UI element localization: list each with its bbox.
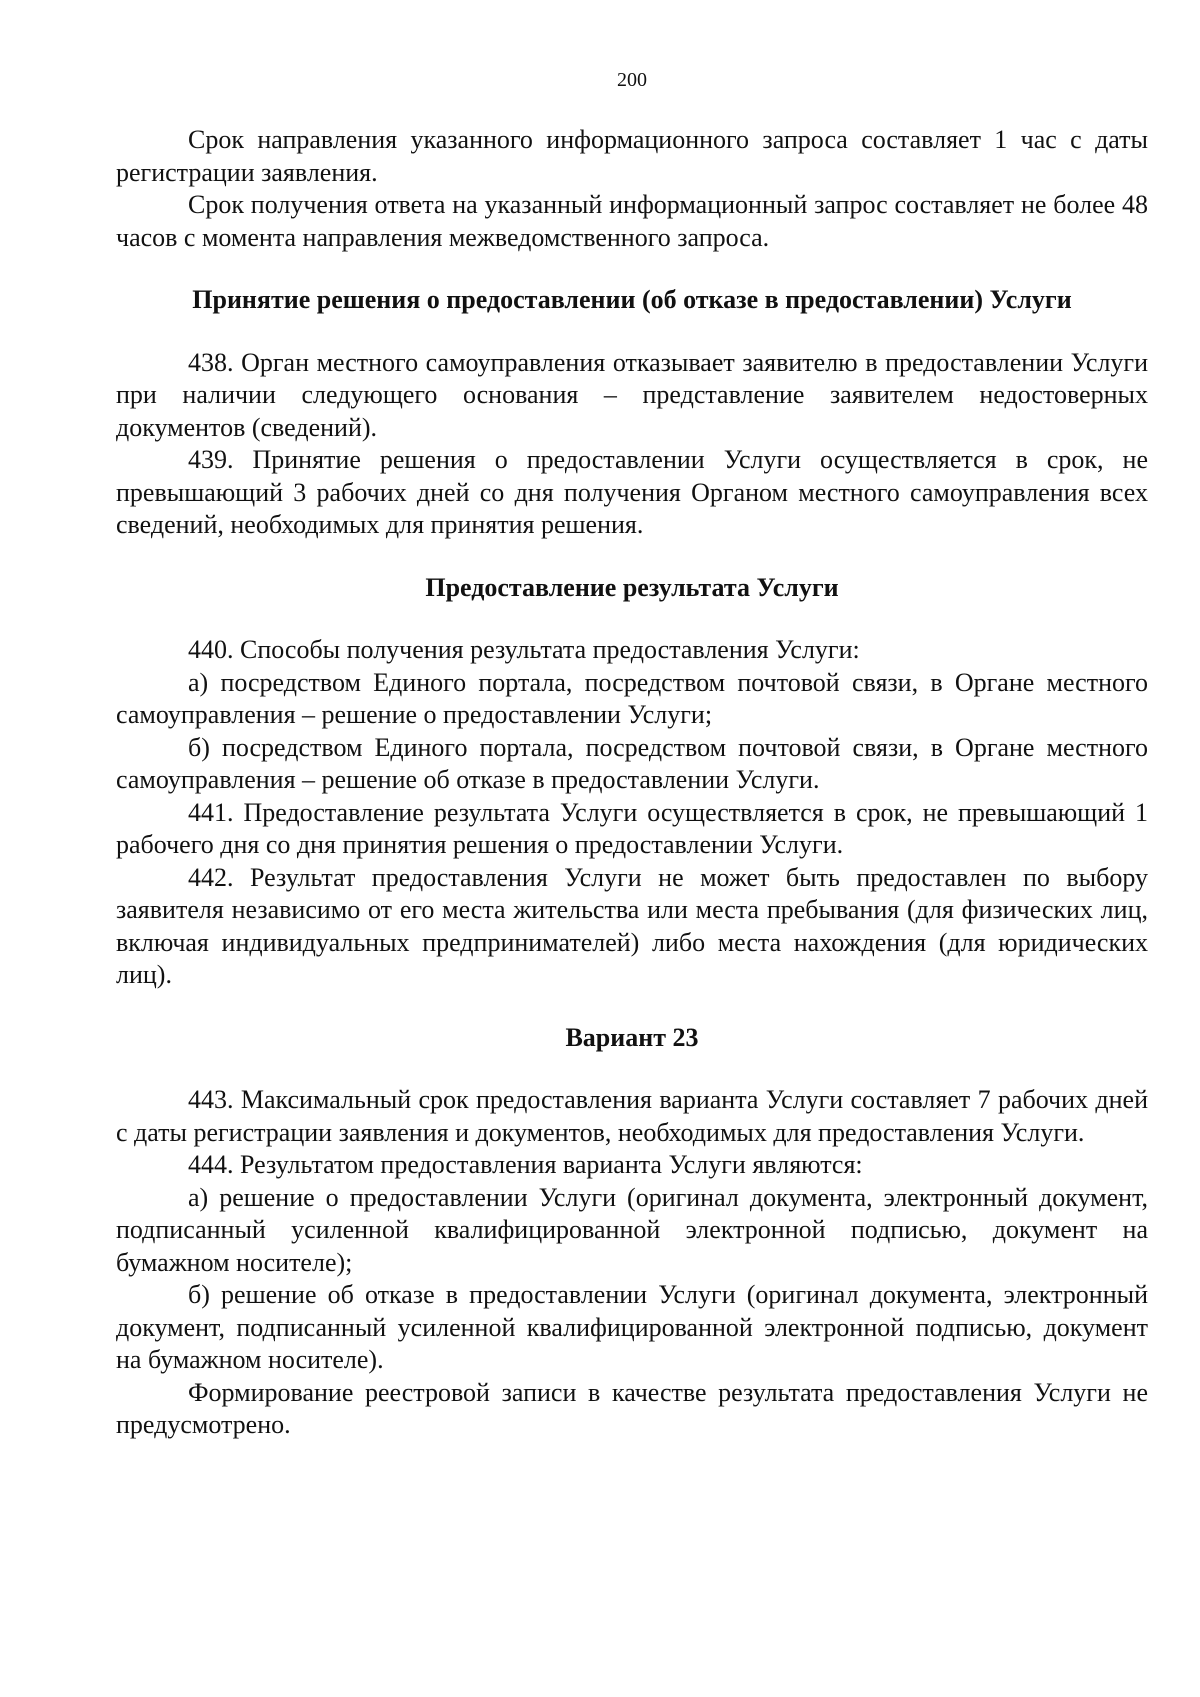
paragraph-442: 442. Результат предоставления Услуги не может быть предоставлен по выбору заявителя независимо от его места жительства или места пребывания (для физических лиц, включая индивидуальных предпринимателей) либо места нахождения (для юридических лиц). [116,862,1148,989]
paragraph-438: 438. Орган местного самоуправления отказывает заявителю в предоставлении Услуги при наличии следующего основания – представление заявителем недостоверных документов (сведений). [116,347,1148,442]
paragraph-request-deadline: Срок направления указанного информационного запроса составляет 1 час с даты регистрации заявления. [116,125,1148,187]
paragraph-443: 443. Максимальный срок предоставления варианта Услуги составляет 7 рабочих дней с даты регистрации заявления и документов, необходимых для предоставления Услуги. [116,1085,1148,1147]
document-page [116,68,1148,1442]
paragraph-441: 441. Предоставление результата Услуги осуществляется в срок, не превышающий 1 рабочего дня со дня принятия решения о предоставлении Услуги. [116,797,1148,859]
heading-result-delivery: Предоставление результата Услуги [425,572,839,602]
paragraph-440: 440. Способы получения результата предоставления Услуги: [188,635,860,664]
page-number: 200 [617,69,647,91]
paragraph-registry-record: Формирование реестровой записи в качестве результата предоставления Услуги не предусмотрено. [116,1377,1148,1439]
paragraph-439: 439. Принятие решения о предоставлении Услуги осуществляется в срок, не превышающий 3 рабочих дней со дня получения Органом местного самоуправления всех сведений, необходимых для принятия решения. [116,445,1148,539]
paragraph-response-deadline: Срок получения ответа на указанный информационный запрос составляет не более 48 часов с момента направления межведомственного запроса. [116,190,1148,252]
heading-decision: Принятие решения о предоставлении (об отказе в предоставлении) Услуги [192,285,1072,314]
paragraph-444: 444. Результатом предоставления варианта Услуги являются: [188,1150,863,1179]
paragraph-440-a: а) посредством Единого портала, посредством почтовой связи, в Органе местного самоуправления – решение о предоставлении Услуги; [116,667,1148,729]
paragraph-444-b: б) решение об отказе в предоставлении Услуги (оригинал документа, электронный документ, подписанный усиленной квалифицированной электронной подписью, документ на бумажном носителе). [116,1280,1148,1374]
paragraph-444-a: а) решение о предоставлении Услуги (оригинал документа, электронный документ, подписанный усиленной квалифицированной электронной подписью, документ на бумажном носителе); [116,1182,1148,1277]
heading-variant-23: Вариант 23 [565,1022,699,1052]
paragraph-440-b: б) посредством Единого портала, посредством почтовой связи, в Органе местного самоуправления – решение об отказе в предоставлении Услуги. [116,732,1148,794]
